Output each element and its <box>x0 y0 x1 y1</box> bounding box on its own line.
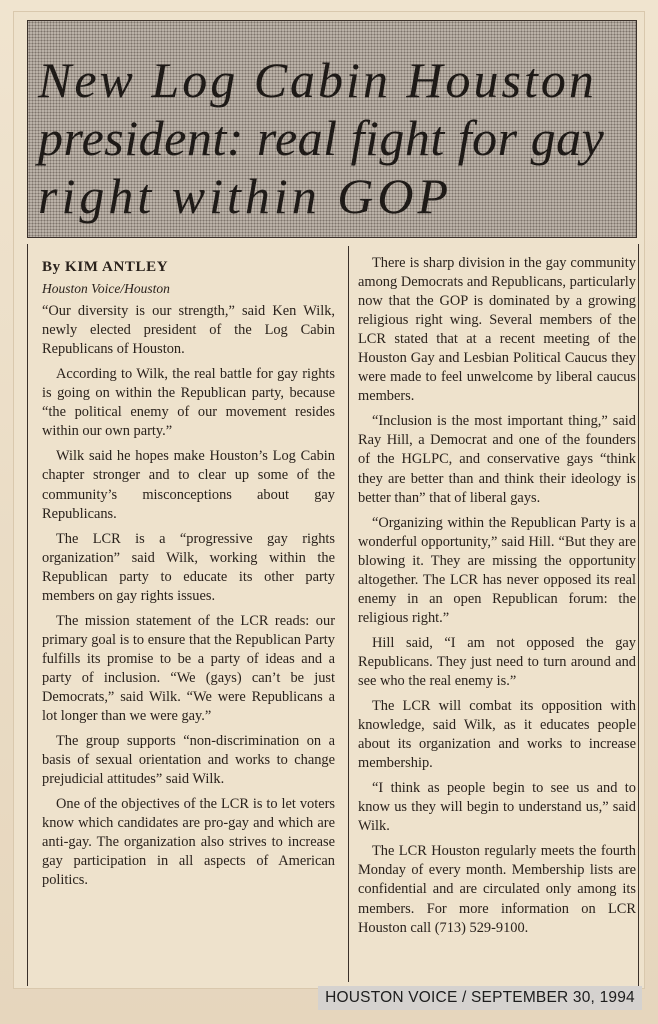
right-column <box>358 254 636 944</box>
article-body <box>27 244 639 986</box>
paragraph: Wilk said he hopes make Houston’s Log Cabin chapter stronger and to clear up some of the community’s misconceptions about gay Republicans. <box>42 448 335 522</box>
headline-line-3: right within GOP <box>38 168 453 224</box>
left-column <box>42 254 335 896</box>
paragraph: One of the objectives of the LCR is to let voters know which candidates are pro-gay and which are anti-gay. The organization also strives to increase gay participation in all aspects of American politics. <box>42 796 335 889</box>
byline: By KIM ANTLEY <box>42 259 169 275</box>
headline <box>38 51 630 225</box>
paragraph: Hill said, “I am not opposed the gay Republicans. They just need to turn around and see who the real enemy is.” <box>358 634 636 689</box>
paragraph: “Inclusion is the most important thing,” said Ray Hill, a Democrat and one of the founders of the HGLPC, and conservative gays “think they are better than and think their ideology is better than” that of liberal gays. <box>358 413 636 506</box>
paragraph: “Organizing within the Republican Party is a wonderful opportunity,” said Hill. “But they are blowing it. They are missing the opportunity altogether. The LCR has never opposed its real enemy in an open Republican forum: the religious right.” <box>358 514 636 626</box>
headline-box <box>27 20 637 238</box>
column-divider <box>348 246 349 982</box>
paragraph: The group supports “non-discrimination on a basis of sexual orientation and works to change prejudicial attitudes” said Wilk. <box>42 733 335 788</box>
source-caption: HOUSTON VOICE / SEPTEMBER 30, 1994 <box>318 986 642 1010</box>
paragraph: “I think as people begin to see us and to know us they will begin to understand us,” said Wilk. <box>358 780 636 835</box>
paragraph: The LCR is a “progressive gay rights organization” said Wilk, working within the Republican party to educate its other party members on gay rights issues. <box>42 530 335 604</box>
paragraph: “Our diversity is our strength,” said Ken Wilk, newly elected president of the Log Cabin Republicans of Houston. <box>42 303 335 358</box>
headline-line-2: president: real fight for gay <box>38 110 605 166</box>
headline-line-1: New Log Cabin Houston <box>38 52 597 108</box>
paragraph: The mission statement of the LCR reads: our primary goal is to ensure that the Republican Party fulfills its promise to be a party of ideas and a party of inclusion. “We (gays) can’t be just Democrats,” said Wilk. “We were Republicans a lot longer than we were gay.” <box>42 612 335 725</box>
dateline: Houston Voice/Houston <box>42 281 170 297</box>
paragraph: The LCR will combat its opposition with knowledge, said Wilk, as it educates people about its organization and works to increase membership. <box>358 698 636 772</box>
paragraph: According to Wilk, the real battle for gay rights is going on within the Republican party, because “the political enemy of our movement resides within our own party.” <box>42 366 335 440</box>
newspaper-clipping <box>14 12 644 988</box>
paragraph: The LCR Houston regularly meets the fourth Monday of every month. Membership lists are confidential and are circulated only among its members. For more information on LCR Houston call (713) 529-9100. <box>358 843 636 936</box>
paragraph: There is sharp division in the gay community among Democrats and Republicans, particularly now that the GOP is dominated by a growing religious right wing. Several members of the LCR stated that at a recent meeting of the Houston Gay and Lesbian Political Caucus they were made to feel unwelcome by liberal caucus members. <box>358 255 636 405</box>
